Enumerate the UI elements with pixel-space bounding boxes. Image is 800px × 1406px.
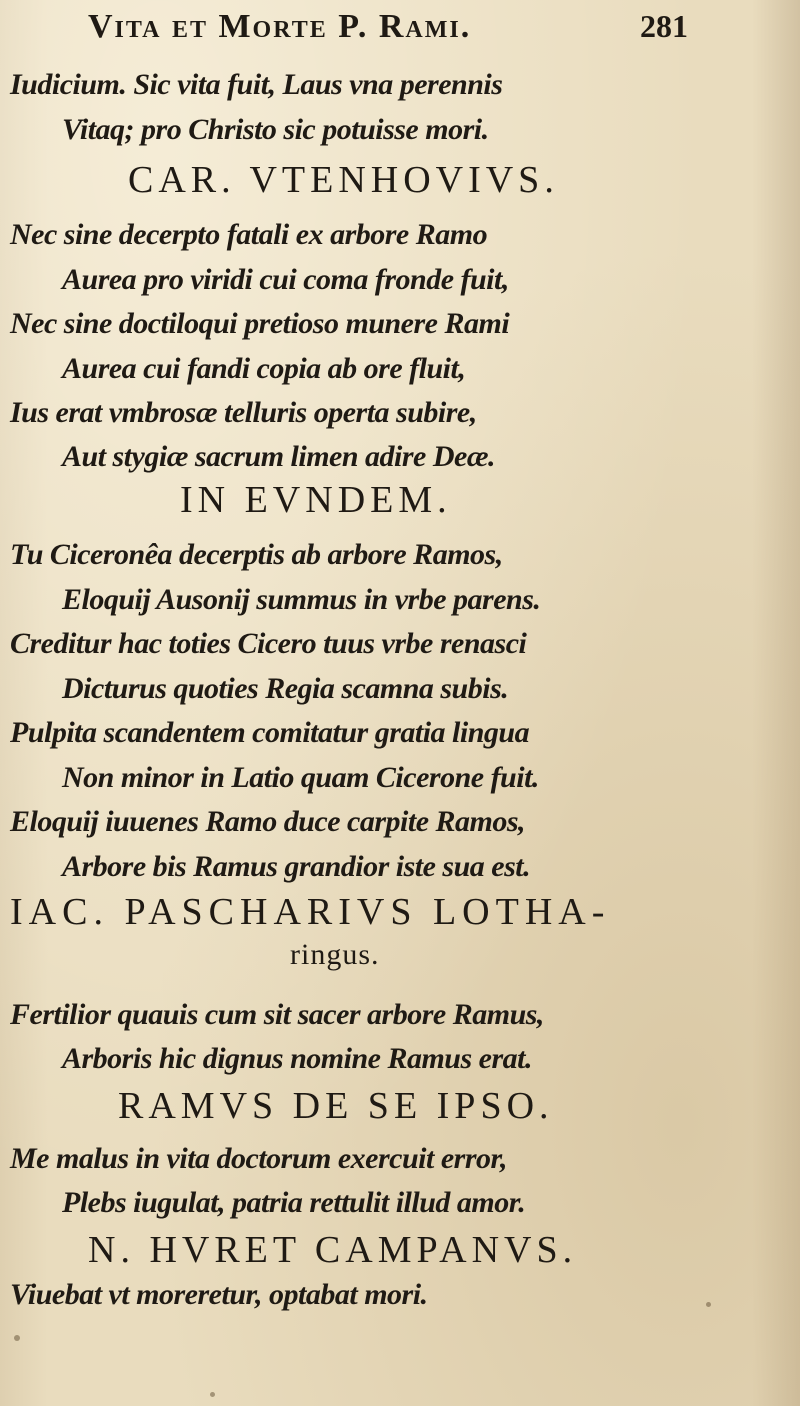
verse-line: Creditur hac toties Cicero tuus vrbe renasci [10, 627, 527, 660]
author-heading: CAR. VTENHOVIVS. [128, 159, 559, 201]
verse-line: Plebs iugulat, patria rettulit illud amor. [62, 1186, 526, 1219]
verse-line: Aurea pro viridi cui coma fronde fuit, [62, 263, 509, 296]
verse-line: Fertilior quauis cum sit sacer arbore Ramus, [10, 998, 544, 1031]
ink-speck [14, 1335, 20, 1341]
running-head [88, 8, 688, 52]
verse-line: Pulpita scandentem comitatur gratia lingua [10, 716, 530, 749]
verse-line: Nec sine doctiloqui pretioso munere Rami [10, 307, 510, 340]
verse-line: Ius erat vmbrosæ telluris operta subire, [10, 396, 477, 429]
verse-line: Dicturus quoties Regia scamna subis. [62, 672, 509, 705]
verse-line: Arbore bis Ramus grandior iste sua est. [62, 850, 531, 883]
section-heading: IN EVNDEM. [180, 479, 452, 521]
verse-line: Arboris hic dignus nomine Ramus erat. [62, 1042, 532, 1075]
verse-line: Tu Ciceronêa decerptis ab arbore Ramos, [10, 538, 503, 571]
author-heading: N. HVRET CAMPANVS. [88, 1229, 578, 1271]
verse-line: Eloquij Ausonij summus in vrbe parens. [62, 583, 541, 616]
ink-speck [210, 1392, 215, 1397]
verse-line: Iudicium. Sic vita fuit, Laus vna perennis [10, 68, 503, 101]
verse-line: Vitaq; pro Christo sic potuisse mori. [62, 113, 489, 146]
verse-line: Viuebat vt moreretur, optabat mori. [10, 1278, 428, 1311]
verse-line: Nec sine decerpto fatali ex arbore Ramo [10, 218, 488, 251]
author-heading-continuation: ringus. [290, 938, 380, 971]
verse-line: Aut stygiæ sacrum limen adire Deæ. [62, 440, 496, 473]
author-heading: IAC. PASCHARIVS LOTHA- [10, 891, 611, 933]
section-heading: RAMVS DE SE IPSO. [118, 1085, 554, 1127]
verse-line: Aurea cui fandi copia ab ore fluit, [62, 352, 466, 385]
verse-line: Me malus in vita doctorum exercuit error, [10, 1142, 508, 1175]
running-head-title: Vita et Morte P. Rami. [88, 8, 472, 45]
verse-line: Non minor in Latio quam Cicerone fuit. [62, 761, 539, 794]
page-number: 281 [640, 8, 688, 44]
ink-speck [706, 1302, 711, 1307]
verse-line: Eloquij iuuenes Ramo duce carpite Ramos, [10, 805, 526, 838]
